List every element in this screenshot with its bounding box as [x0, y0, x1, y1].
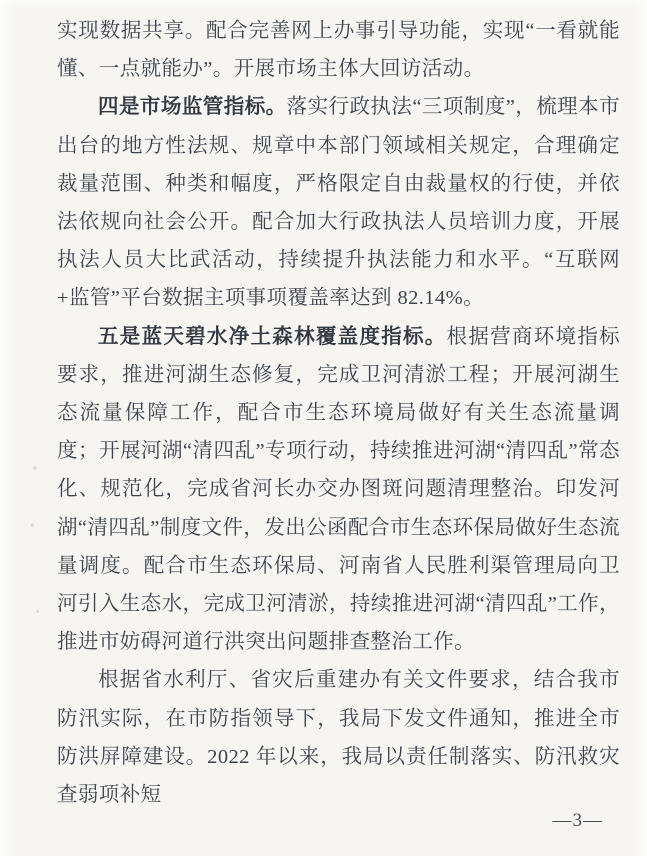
paragraph-text: 根据省水利厅、省灾后重建办有关文件要求，结合我市防汛实际，在市防指领导下，我局下发文件通知，推进全市防洪屏障建设。2022 年以来，我局以责任制落实、防汛救灾查弱项补短	[57, 669, 620, 807]
paragraph	[57, 661, 620, 814]
paragraph-text: 根据营商环境指标要求，推进河湖生态修复，完成卫河清淤工程；开展河湖生态流量保障工作，配合市生态环境局做好有关生态流量调度；开展河湖“清四乱”专项行动，持续推进河湖“清四乱”常态化、规范化，完成省河长办交办图斑问题清理整治。印发河湖“清四乱”制度文件，发出公函配合市生态环保局做好生态流量调度。配合市生态环保局、河南省人民胜利渠管理局向卫河引入生态水，完成卫河清淤，持续推进河湖“清四乱”工作，推进市妨碍河道行洪突出问题排查整治工作。	[57, 325, 620, 654]
paragraph	[57, 12, 620, 88]
paragraph	[57, 318, 620, 662]
paragraph	[57, 88, 620, 317]
paragraph-text: 实现数据共享。配合完善网上办事引导功能，实现“一看就能懂、一点就能办”。开展市场主体大回访活动。	[57, 20, 620, 81]
scan-artifact	[592, 36, 595, 39]
paragraph-lead: 四是市场监管指标。	[98, 96, 287, 119]
scan-artifact	[36, 610, 39, 613]
paragraph-lead: 五是蓝天碧水净土森林覆盖度指标。	[98, 325, 447, 348]
scan-artifact	[31, 523, 34, 527]
scan-artifact	[33, 466, 37, 470]
document-body	[57, 12, 620, 814]
paragraph-text: 落实行政执法“三项制度”，梳理本市出台的地方性法规、规章中本部门领域相关规定，合理确定裁量范围、种类和幅度，严格限定自由裁量权的行使，并依法依规向社会公开。配合加大行政执法人员培训力度，开展执法人员大比武活动，持续提升执法能力和水平。“互联网+监管”平台数据主项事项覆盖率达到 82.14%。	[57, 96, 620, 310]
scan-artifact	[591, 102, 594, 105]
page-number: —3—	[552, 810, 603, 831]
